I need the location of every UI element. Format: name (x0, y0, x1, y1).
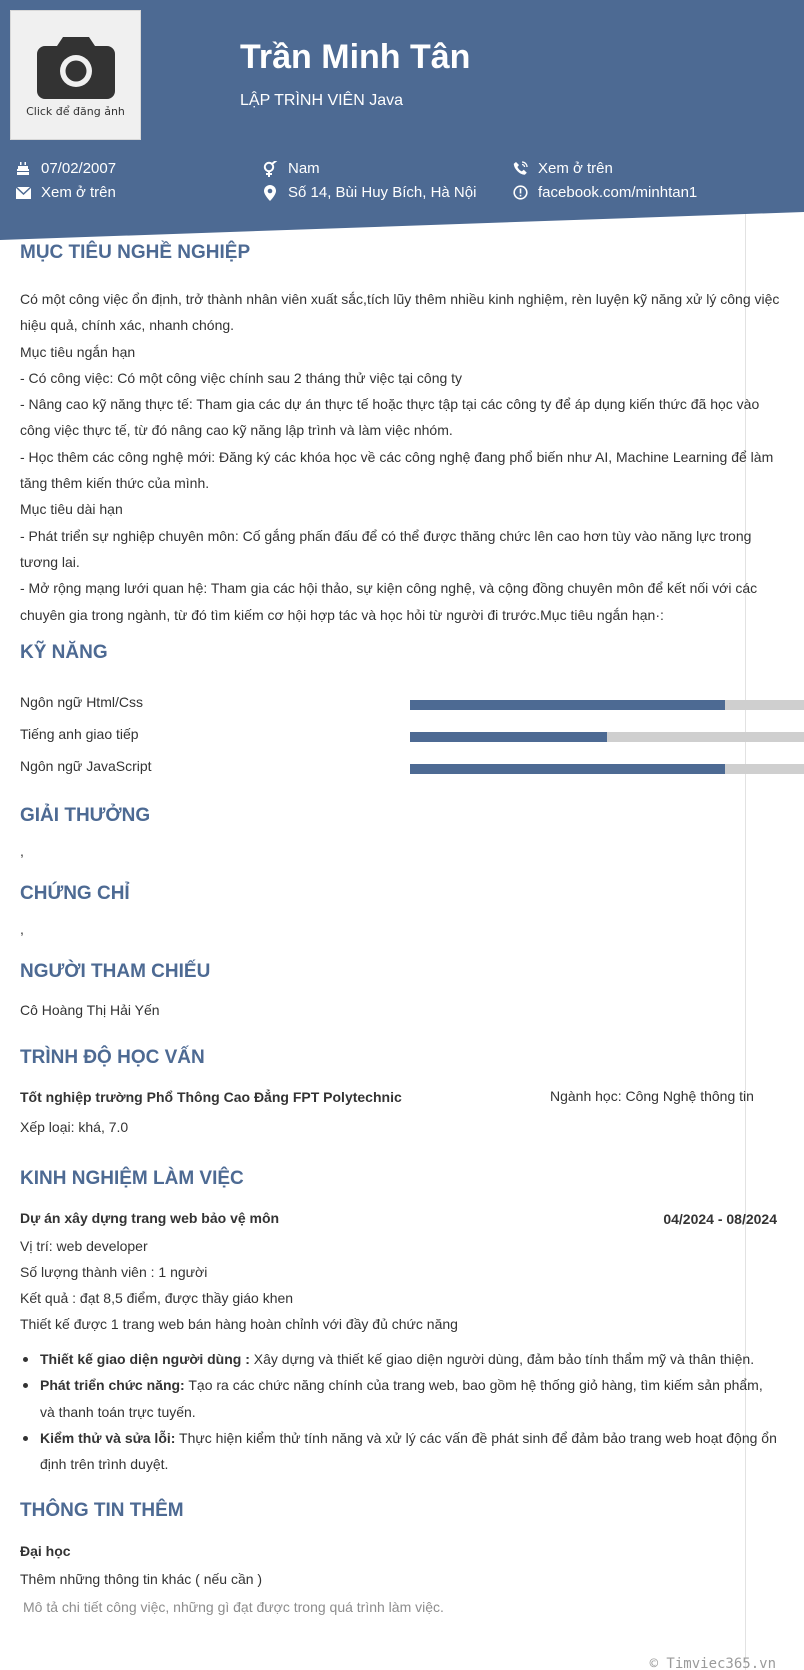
awards-title: GIẢI THƯỞNG (20, 805, 151, 826)
birthday-value: 07/02/2007 (41, 160, 117, 177)
list-item (20, 1346, 780, 1372)
website-value: facebook.com/minhtan1 (538, 184, 698, 201)
candidate-name[interactable]: Trần Minh Tân (240, 38, 471, 76)
skill-bar[interactable] (410, 732, 804, 742)
experience-project[interactable]: Dự án xây dựng trang web bảo vệ môn (20, 1210, 280, 1226)
experience-bullets[interactable] (20, 1346, 780, 1477)
cv-header (0, 0, 804, 240)
education-major[interactable]: Ngành học: Công Nghệ thông tin (550, 1088, 754, 1104)
experience-detail[interactable]: Kết quả : đạt 8,5 điểm, được thầy giáo khen (20, 1290, 294, 1306)
camera-icon (37, 33, 115, 99)
skill-label[interactable]: Ngôn ngữ JavaScript (20, 758, 152, 774)
skill-label[interactable]: Ngôn ngữ Html/Css (20, 694, 143, 710)
skill-bar-fill (410, 732, 607, 742)
awards-content[interactable]: , (20, 843, 24, 859)
bullet-body: Thực hiện kiểm thử tính năng và xử lý các vấn đề phát sinh để đảm bảo trang web hoạt động ổn định trên trình duyệt. (40, 1429, 777, 1473)
certificates-title: CHỨNG CHỈ (20, 883, 130, 904)
objective-line: - Nâng cao kỹ năng thực tế: Tham gia các dự án thực tế hoặc thực tập tại các công ty để áp dụng kiến thức đã học vào công việc thực tế, từ đó nâng cao kỹ năng lập trình và làm việc nhóm. (20, 396, 760, 439)
birthday-field[interactable] (15, 160, 116, 177)
address-field[interactable] (262, 184, 476, 201)
bullet-heading: Thiết kế giao diện người dùng : (40, 1351, 250, 1367)
map-pin-icon (262, 185, 278, 201)
bullet-heading: Kiểm thử và sửa lỗi: (40, 1429, 176, 1446)
experience-period[interactable]: 04/2024 - 08/2024 (663, 1211, 777, 1227)
job-title[interactable]: LẬP TRÌNH VIÊN Java (240, 92, 404, 109)
skill-label[interactable]: Tiếng anh giao tiếp (20, 726, 139, 742)
phone-icon (512, 161, 528, 177)
gender-field[interactable] (262, 160, 320, 177)
references-title: NGƯỜI THAM CHIẾU (20, 961, 211, 982)
objective-line: - Học thêm các công nghệ mới: Đăng ký các khóa học về các công nghệ đang phổ biến như AI, Machine Learning để làm tăng thêm kiến thức của mình. (20, 448, 774, 492)
avatar-caption: Click để đăng ảnh (26, 104, 125, 118)
objective-title: MỤC TIÊU NGHỀ NGHIỆP (20, 242, 251, 263)
objective-content[interactable] (20, 286, 780, 628)
objective-line: - Mở rộng mạng lưới quan hệ: Tham gia các hội thảo, sự kiện công nghệ, và cộng đồng chuyên môn để kết nối với các chuyên gia trong ngành, từ đó tìm kiếm cơ hội hợp tác và học hỏi từ người đi trước.Mục tiêu ngắn hạn·: (20, 580, 758, 623)
objective-line: Mục tiêu dài hạn (20, 501, 123, 518)
skill-bar-fill (410, 700, 725, 710)
education-grade[interactable]: Xếp loại: khá, 7.0 (20, 1119, 129, 1135)
avatar-upload[interactable] (10, 10, 141, 140)
info-icon (512, 185, 528, 201)
email-field[interactable] (15, 184, 116, 201)
phone-field[interactable] (512, 160, 613, 177)
website-field[interactable] (512, 184, 697, 201)
list-item (20, 1425, 780, 1478)
experience-title: KINH NGHIỆM LÀM VIỆC (20, 1168, 244, 1189)
extra-heading[interactable]: Đại học (20, 1543, 71, 1559)
gender-icon (262, 161, 278, 177)
extra-content[interactable]: Thêm những thông tin khác ( nếu cần ) (20, 1571, 263, 1587)
cake-icon (15, 161, 31, 177)
objective-line: Có một công việc ổn định, trở thành nhân viên xuất sắc,tích lũy thêm nhiều kinh nghiệm, rèn luyện kỹ năng xử lý công việc hiệu quả, chính xác, nhanh chóng. (20, 291, 780, 334)
objective-line: - Phát triển sự nghiệp chuyên môn: Cố gắng phấn đấu để có thể được thăng chức lên cao hơn tùy vào năng lực trong tương lai. (20, 527, 752, 570)
email-value: Xem ở trên (41, 184, 116, 201)
bullet-heading: Phát triển chức năng: (40, 1377, 185, 1394)
extra-title: THÔNG TIN THÊM (20, 1500, 184, 1521)
skill-bar-fill (410, 764, 725, 774)
list-item (20, 1372, 780, 1425)
education-title: TRÌNH ĐỘ HỌC VẤN (20, 1047, 205, 1068)
objective-line: - Có công việc: Có một công việc chính sau 2 tháng thử việc tại công ty (20, 369, 463, 386)
certificates-content[interactable]: , (20, 921, 24, 937)
skill-bar[interactable] (410, 700, 804, 710)
phone-value: Xem ở trên (538, 160, 613, 177)
objective-line: Mục tiêu ngắn hạn (20, 343, 136, 360)
bullet-body: Xây dựng và thiết kế giao diện người dùng, đảm bảo tính thẩm mỹ và thân thiện. (249, 1351, 755, 1367)
experience-detail[interactable]: Số lượng thành viên : 1 người (20, 1264, 208, 1280)
references-content[interactable]: Cô Hoàng Thị Hải Yến (20, 1002, 160, 1018)
envelope-icon (15, 185, 31, 201)
extra-placeholder[interactable]: Mô tả chi tiết công việc, những gì đạt được trong quá trình làm việc. (23, 1599, 444, 1615)
skill-bar[interactable] (410, 764, 804, 774)
experience-detail[interactable]: Thiết kế được 1 trang web bán hàng hoàn chỉnh với đầy đủ chức năng (20, 1316, 458, 1332)
experience-detail[interactable]: Vị trí: web developer (20, 1238, 148, 1254)
address-value: Số 14, Bùi Huy Bích, Hà Nội (288, 184, 477, 201)
watermark: © Timviec365.vn (649, 1656, 776, 1670)
skills-title: KỸ NĂNG (20, 642, 108, 663)
bullet-body: Tạo ra các chức năng chính của trang web, bao gồm hệ thống giỏ hàng, tìm kiếm sản phẩm, và thanh toán trực tuyến. (40, 1377, 763, 1420)
education-school[interactable]: Tốt nghiệp trường Phổ Thông Cao Đẳng FPT Polytechnic (20, 1089, 402, 1105)
gender-value: Nam (288, 160, 320, 177)
